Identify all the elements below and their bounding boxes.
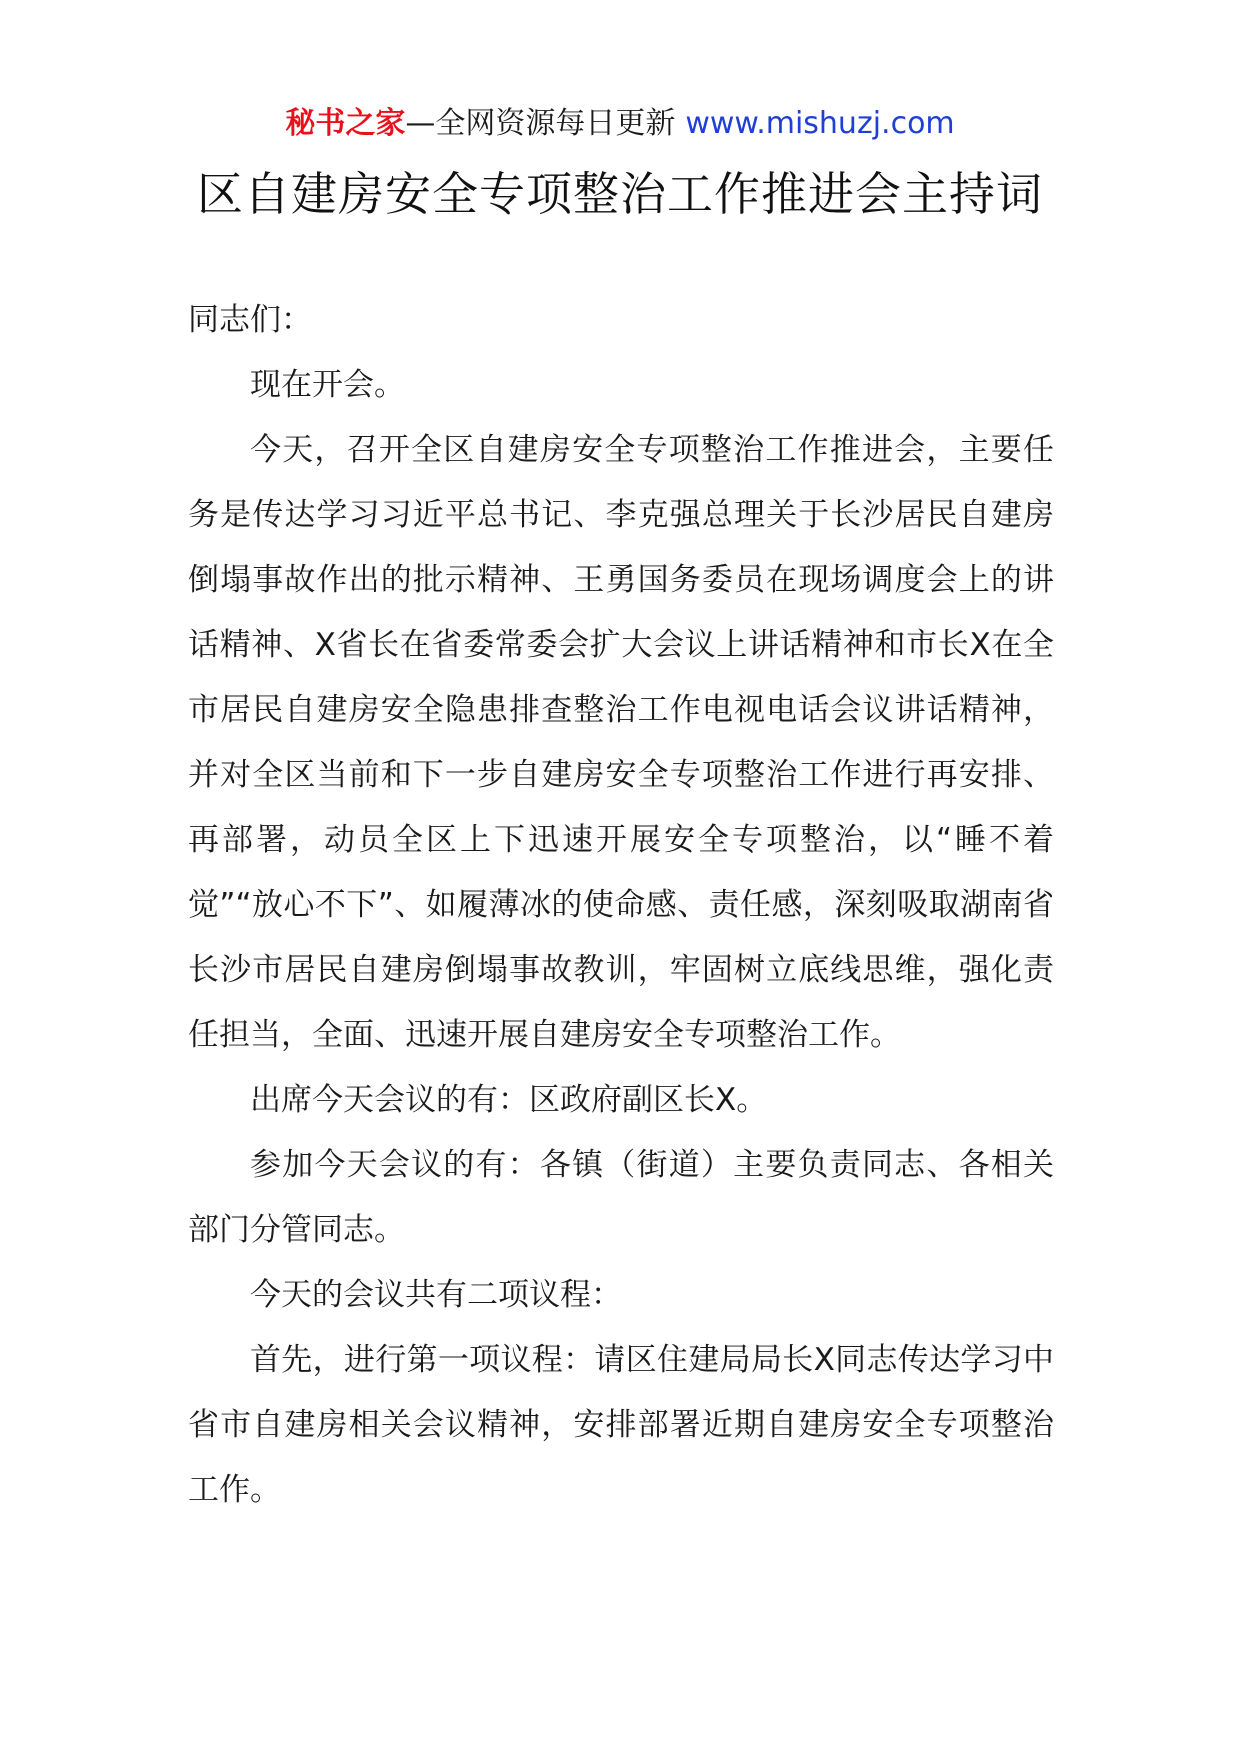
paragraph-agenda-intro: 今天的会议共有二项议程： [250,1277,622,1313]
site-url-link[interactable]: www.mishuzj.com [685,106,955,141]
paragraph-opening: 现在开会。 [250,367,405,403]
document-title: 区自建房安全专项整治工作推进会主持词 [197,167,1043,221]
paragraph-agenda-item-1: 首先，进行第一项议程：请区住建局局长X同志传达学习中省市自建房相关会议精神，安排部署近期自建房安全专项整治工作。 [188,1342,1054,1508]
salutation: 同志们： [188,302,312,338]
paragraph-purpose: 今天，召开全区自建房安全专项整治工作推进会，主要任务是传达学习习近平总书记、李克强总理关于长沙居民自建房倒塌事故作出的批示精神、王勇国务委员在现场调度会上的讲话精神、X省长在省委常委会扩大会议上讲话精神和市长X在全市居民自建房安全隐患排查整治工作电视电话会议讲话精神，并对全区当前和下一步自建房安全专项整治工作进行再安排、再部署，动员全区上下迅速开展安全专项整治，以“睡不着觉”“放心不下”、如履薄冰的使命感、责任感，深刻吸取湖南省长沙市居民自建房倒塌事故教训，牢固树立底线思维，强化责任担当，全面、迅速开展自建房安全专项整治工作。 [188,432,1054,1053]
header-banner [0,102,1240,146]
brand-name: 秘书之家 [285,106,406,141]
header-tagline: —全网资源每日更新 [405,106,676,141]
document-body [188,288,1054,1523]
paragraph-attendees-participants: 参加今天会议的有：各镇（街道）主要负责同志、各相关部门分管同志。 [188,1147,1054,1248]
paragraph-attendees-leaders: 出席今天会议的有：区政府副区长X。 [250,1082,768,1118]
